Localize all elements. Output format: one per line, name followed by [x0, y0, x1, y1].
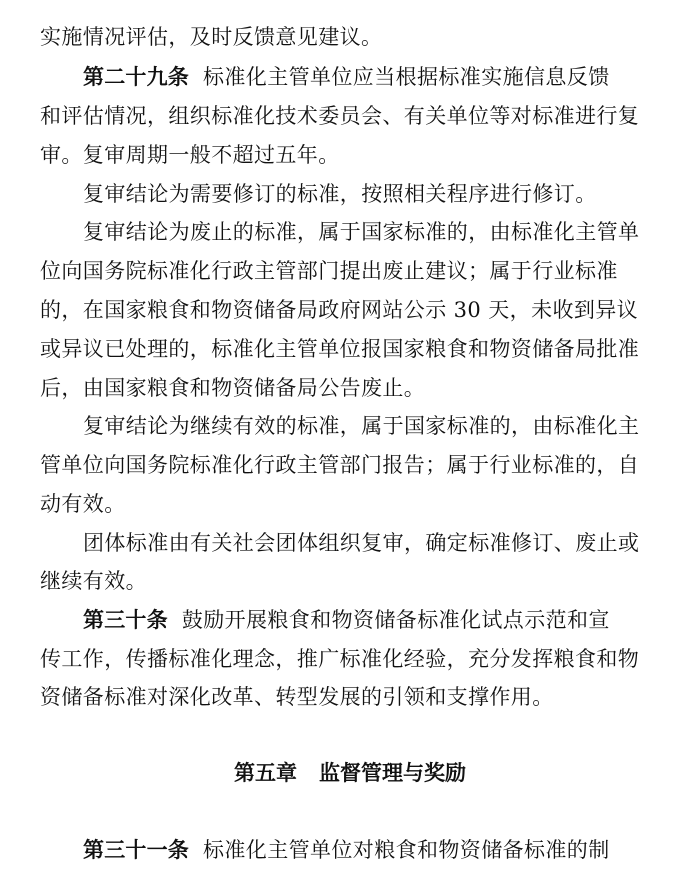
group-paragraph-line-1: 团体标准由有关社会团体组织复审，确定标准修订、废止或: [83, 531, 640, 555]
abolish-paragraph-line-4: 或异议已处理的，标准化主管单位报国家粮食和物资储备局批准: [40, 337, 640, 361]
abolish-paragraph-line-1: 复审结论为废止的标准，属于国家标准的，由标准化主管单: [83, 220, 640, 244]
article-29-line-2: 和评估情况，组织标准化技术委员会、有关单位等对标准进行复: [40, 104, 640, 128]
chapter-number: 第五章: [234, 761, 297, 785]
abolish-paragraph-line-5: 后，由国家粮食和物资储备局公告废止。: [40, 376, 426, 400]
paragraph-line: 实施情况评估，及时反馈意见建议。: [40, 25, 383, 49]
article-30-line-2: 传工作，传播标准化理念，推广标准化经验，充分发挥粮食和物: [40, 647, 640, 671]
article-29-line-1: [83, 62, 660, 92]
article-31-title: 第三十一条: [83, 838, 189, 862]
abolish-paragraph-line-3: 的，在国家粮食和物资储备局政府网站公示 30 天，未收到异议: [40, 298, 639, 322]
article-29-line-3: 审。复审周期一般不超过五年。: [40, 143, 340, 167]
chapter-heading: [0, 758, 700, 788]
revise-paragraph-line-1: 复审结论为需要修订的标准，按照相关程序进行修订。: [83, 182, 597, 206]
article-30-title: 第三十条: [83, 608, 168, 632]
continue-paragraph-line-2: 管单位向国务院标准化行政主管部门报告；属于行业标准的，自: [40, 453, 640, 477]
group-paragraph-line-2: 继续有效。: [40, 569, 147, 593]
chapter-title: 监督管理与奖励: [319, 761, 466, 785]
article-29-title: 第二十九条: [83, 65, 189, 89]
article-31-line-1: [83, 835, 660, 865]
abolish-paragraph-line-2: 位向国务院标准化行政主管部门提出废止建议；属于行业标准: [40, 259, 618, 283]
article-30-text: 鼓励开展粮食和物资储备标准化试点示范和宣: [181, 608, 610, 632]
continue-paragraph-line-3: 动有效。: [40, 492, 126, 516]
article-30-line-3: 资储备标准对深化改革、转型发展的引领和支撑作用。: [40, 685, 554, 709]
continue-paragraph-line-1: 复审结论为继续有效的标准，属于国家标准的，由标准化主: [83, 414, 640, 438]
article-31-text: 标准化主管单位对粮食和物资储备标准的制: [203, 838, 610, 862]
article-30-line-1: [83, 605, 660, 635]
article-29-text: 标准化主管单位应当根据标准实施信息反馈: [203, 65, 610, 89]
